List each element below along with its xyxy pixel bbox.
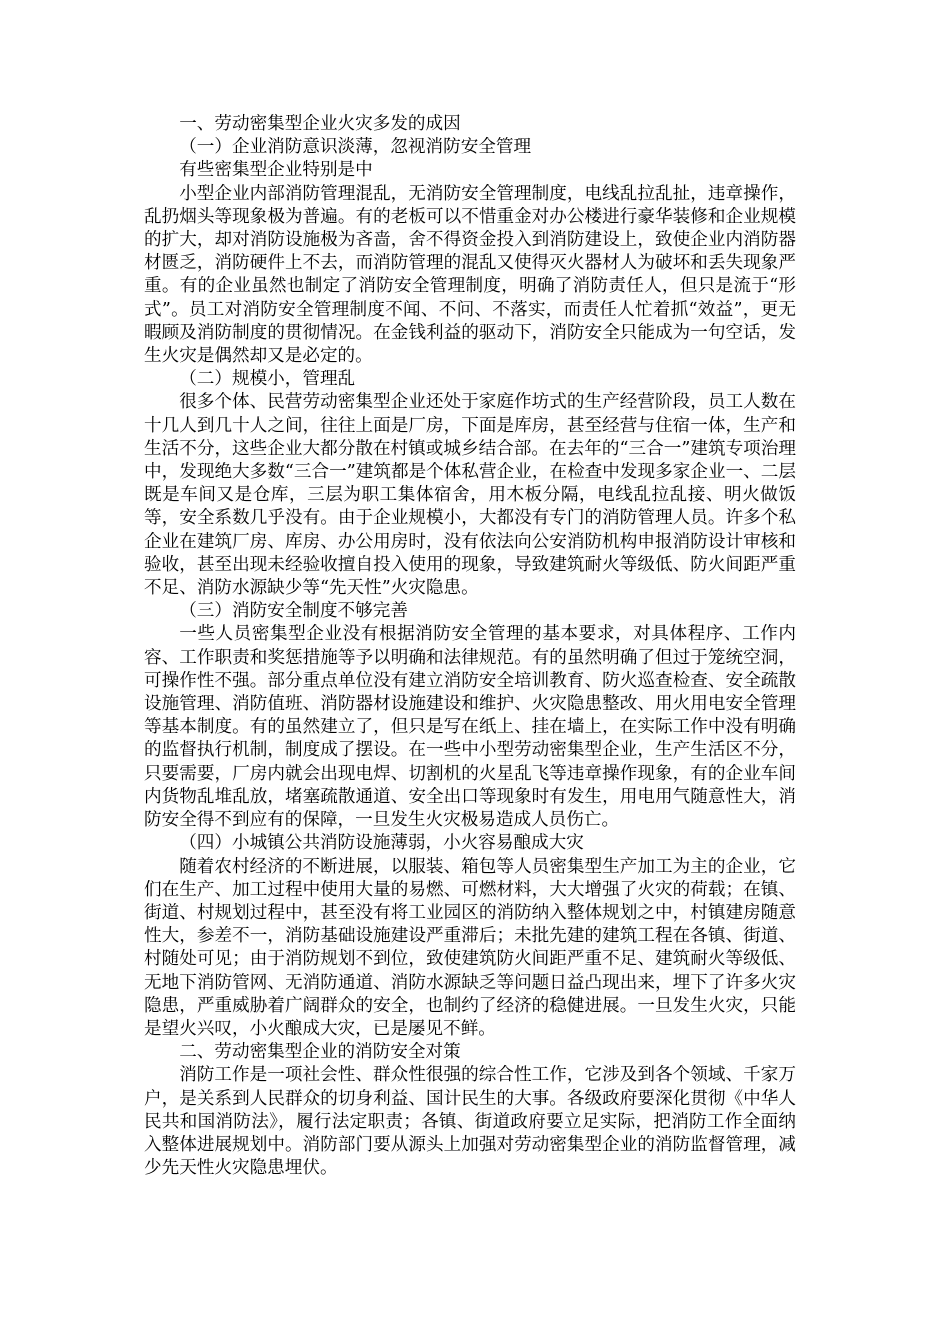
body-paragraph-5: 随着农村经济的不断进展，以服装、箱包等人员密集型生产加工为主的企业，它们在生产、加工过程中使用大量的易燃、可燃材料，大大增强了火灾的荷载；在镇、街道、村规划过程中，甚至没有将工业园区的消防纳入整体规划之中，村镇建房随意性大，参差不一，消防基础设施建设严重滞后；未批先建的建筑工程在各镇、街道、村随处可见；由于消防规划不到位，致使建筑防火间距严重不足、建筑耐火等级低、无地下消防管网、无消防通道、消防水源缺乏等问题日益凸现出来，埋下了许多火灾隐患，严重威胁着广阔群众的安全，也制约了经济的稳健进展。一旦发生火灾，只能是望火兴叹，小火酿成大灾，已是屡见不鲜。 bbox=[144, 856, 796, 1039]
body-paragraph-2: 小型企业内部消防管理混乱，无消防安全管理制度，电线乱拉乱扯，违章操作，乱扔烟头等现象极为普遍。有的老板可以不惜重金对办公楼进行豪华装修和企业规模的扩大，却对消防设施极为吝啬，舍不得资金投入到消防建设上，致使企业内消防器材匮乏，消防硬件上不去，而消防管理的混乱又使得灭火器材人为破坏和丢失现象严重。有的企业虽然也制定了消防安全管理制度，明确了消防责任人，但只是流于“形式”。员工对消防安全管理制度不闻、不问、不落实，而责任人忙着抓“效益”，更无暇顾及消防制度的贯彻情况。在金钱利益的驱动下，消防安全只能成为一句空话，发生火灾是偶然却又是必定的。 bbox=[144, 183, 796, 367]
body-paragraph-3: 很多个体、民营劳动密集型企业还处于家庭作坊式的生产经营阶段，员工人数在十几人到几十人之间，往往上面是厂房，下面是库房，甚至经营与住宿一体，生产和生活不分，这些企业大都分散在村镇或城乡结合部。在去年的“三合一”建筑专项治理中，发现绝大多数“三合一”建筑都是个体私营企业，在检查中发现多家企业一、二层既是车间又是仓库，三层为职工集体宿舍，用木板分隔，电线乱拉乱接、明火做饭等，安全系数几乎没有。由于企业规模小，大都没有专门的消防管理人员。许多个私企业在建筑厂房、库房、办公用房时，没有依法向公安消防机构申报消防设计审核和验收，甚至出现未经验收擅自投入使用的现象，导致建筑耐火等级低、防火间距严重不足、消防水源缺少等“先天性”火灾隐患。 bbox=[144, 392, 796, 599]
subsection-heading-3: （三）消防安全制度不够完善 bbox=[179, 601, 408, 622]
document-body bbox=[144, 113, 796, 1180]
subsection-heading-4: （四）小城镇公共消防设施薄弱，小火容易酿成大灾 bbox=[179, 833, 584, 854]
body-paragraph-1: 有些密集型企业特别是中 bbox=[179, 160, 373, 181]
section-heading-1: 一、劳动密集型企业火灾多发的成因 bbox=[179, 114, 461, 134]
subsection-heading-1: （一）企业消防意识淡薄，忽视消防安全管理 bbox=[179, 137, 532, 158]
section-heading-2: 二、劳动密集型企业的消防安全对策 bbox=[179, 1042, 461, 1063]
subsection-heading-2: （二）规模小，管理乱 bbox=[179, 369, 356, 390]
body-paragraph-6: 消防工作是一项社会性、群众性很强的综合性工作，它涉及到各个领域、千家万户，是关系到人民群众的切身利益、国计民生的大事。各级政府要深化贯彻《中华人民共和国消防法》，履行法定职责；各镇、街道政府要立足实际，把消防工作全面纳入整体进展规划中。消防部门要从源头上加强对劳动密集型企业的消防监督管理，减少先天性火灾隐患埋伏。 bbox=[144, 1065, 796, 1179]
body-paragraph-4: 一些人员密集型企业没有根据消防安全管理的基本要求，对具体程序、工作内容、工作职责和奖惩措施等予以明确和法律规范。有的虽然明确了但过于笼统空洞，可操作性不强。部分重点单位没有建立消防安全培训教育、防火巡查检查、安全疏散设施管理、消防值班、消防器材设施建设和维护、火灾隐患整改、用火用电安全管理等基本制度。有的虽然建立了，但只是写在纸上、挂在墙上，在实际工作中没有明确的监督执行机制，制度成了摆设。在一些中小型劳动密集型企业，生产生活区不分，只要需要，厂房内就会出现电焊、切割机的火星乱飞等违章操作现象，有的企业车间内货物乱堆乱放，堵塞疏散通道、安全出口等现象时有发生，用电用气随意性大，消防安全得不到应有的保障，一旦发生火灾极易造成人员伤亡。 bbox=[144, 624, 796, 831]
